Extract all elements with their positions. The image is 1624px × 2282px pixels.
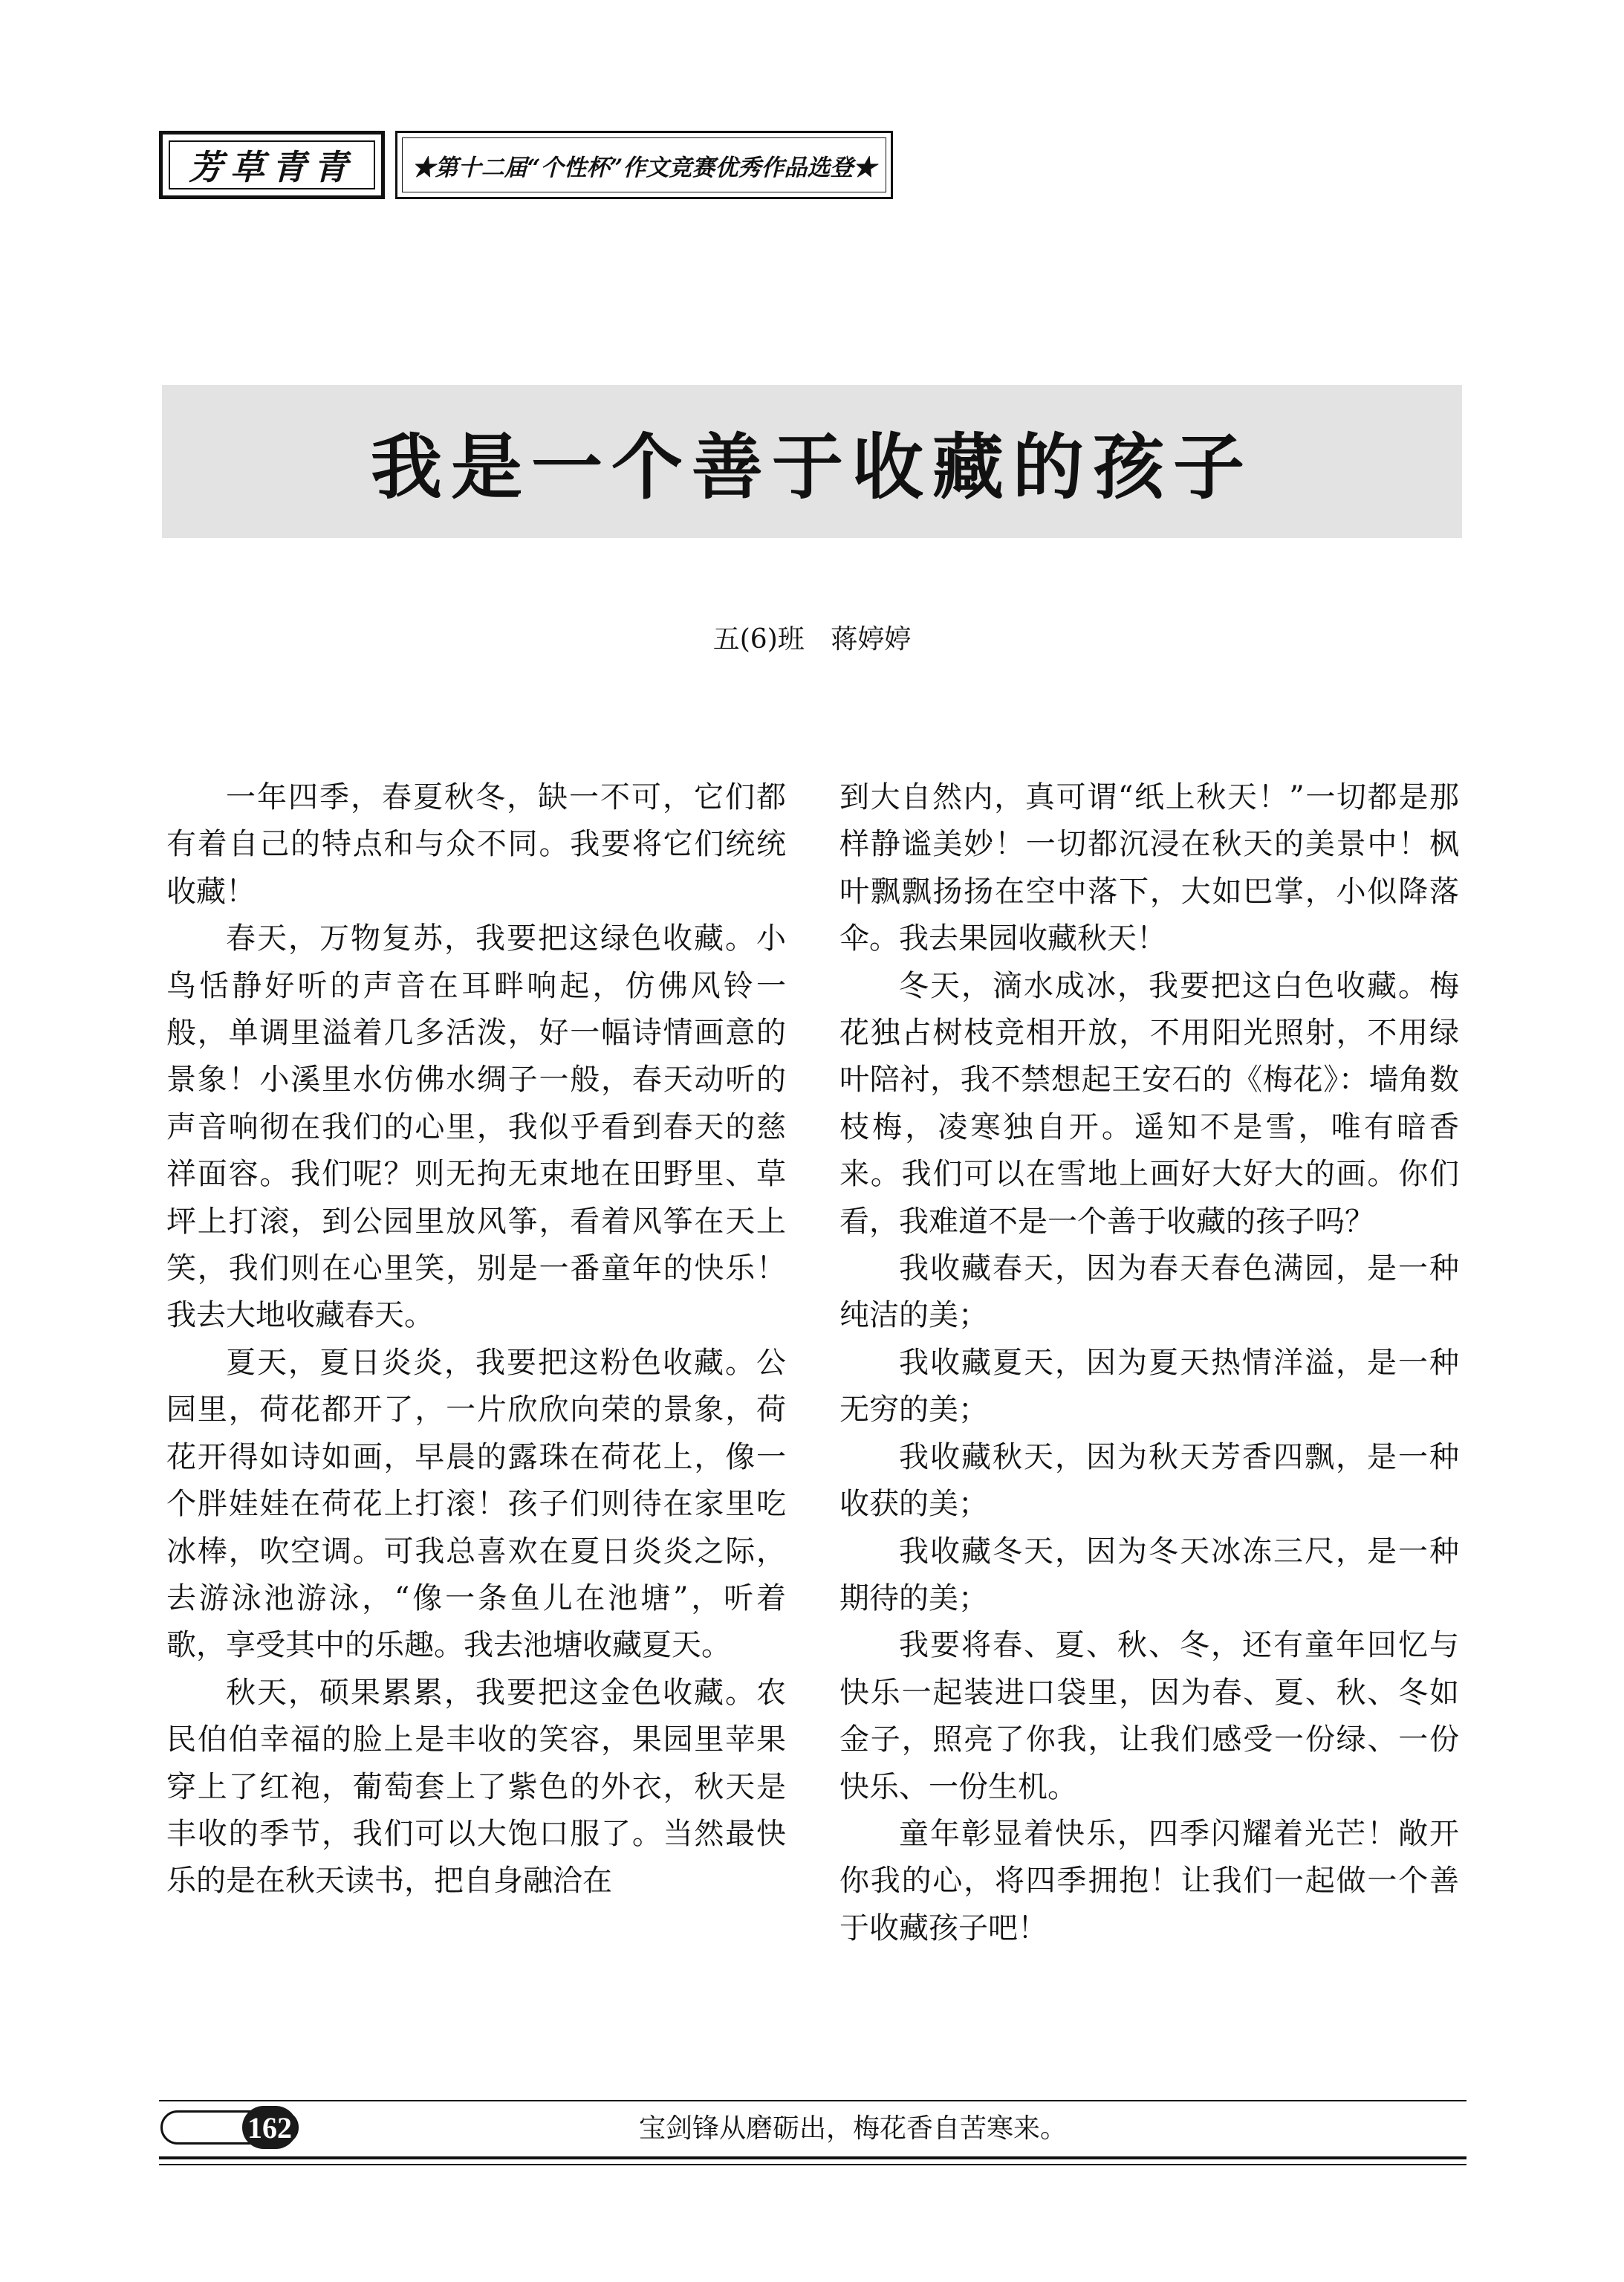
author-name: 蒋婷婷 — [831, 624, 912, 655]
paragraph: 冬天，滴水成冰，我要把这白色收藏。梅花独占树枝竞相开放，不用阳光照射，不用绿叶陪衬，我不禁想起王安石的《梅花》：墙角数枝梅，凌寒独自开。遥知不是雪，唯有暗香来。我们可以在雪地上画好大好大的画。你们看，我难道不是一个善于收藏的孩子吗？ — [839, 968, 1459, 1239]
left-column — [166, 774, 786, 1905]
paragraph: 我要将春、夏、秋、冬，还有童年回忆与快乐一起装进口袋里，因为春、夏、秋、冬如金子，照亮了你我，让我们感受一份绿、一份快乐、一份生机。 — [839, 1628, 1459, 1804]
paragraph: 我收藏冬天，因为冬天冰冻三尺，是一种期待的美； — [839, 1534, 1459, 1615]
title-band — [162, 385, 1462, 538]
series-banner — [395, 131, 893, 199]
footer-rule-bottom-thin — [159, 2164, 1467, 2165]
page-number: 162 — [242, 2106, 297, 2149]
column-name: 芳草青青 — [189, 147, 355, 187]
paragraph: 童年彰显着快乐，四季闪耀着光芒！敞开你我的心，将四季拥抱！让我们一起做一个善于收藏孩子吧！ — [839, 1816, 1459, 1945]
footer-rule-bottom — [159, 2156, 1467, 2159]
right-column — [839, 774, 1459, 1952]
paragraph: 我收藏秋天，因为秋天芳香四飘，是一种收获的美； — [839, 1439, 1459, 1522]
footer-rule-top — [159, 2100, 1467, 2101]
paragraph: 夏天，夏日炎炎，我要把这粉色收藏。公园里，荷花都开了，一片欣欣向荣的景象，荷花开得如诗如画，早晨的露珠在荷花上，像一个胖娃娃在荷花上打滚！孩子们则待在家里吃冰棒，吹空调。可我总喜欢在夏日炎炎之际，去游泳池游泳，“像一条鱼儿在池塘”，听着歌，享受其中的乐趣。我去池塘收藏夏天。 — [166, 1345, 786, 1663]
paragraph: 秋天，硕果累累，我要把这金色收藏。农民伯伯幸福的脸上是丰收的笑容，果园里苹果穿上了红袍，葡萄套上了紫色的外衣，秋天是丰收的季节，我们可以大饱口服了。当然最快乐的是在秋天读书，把自身融洽在 — [166, 1675, 786, 1899]
byline — [0, 618, 1624, 656]
column-name-box — [159, 131, 385, 199]
footer-motto: 宝剑锋从磨砺出，梅花香自苦寒来。 — [639, 2113, 1068, 2144]
article-title: 我是一个善于收藏的孩子 — [371, 424, 1253, 509]
paragraph: 一年四季，春夏秋冬，缺一不可，它们都有着自己的特点和与众不同。我要将它们统统收藏！ — [166, 780, 786, 909]
paragraph: 我收藏夏天，因为夏天热情洋溢，是一种无穷的美； — [839, 1345, 1459, 1427]
paragraph: 春天，万物复苏，我要把这绿色收藏。小鸟恬静好听的声音在耳畔响起，仿佛风铃一般，单调里溢着几多活泼，好一幅诗情画意的景象！小溪里水仿佛水绸子一般，春天动听的声音响彻在我们的心里，我似乎看到春天的慈祥面容。我们呢？则无拘无束地在田野里、草坪上打滚，到公园里放风筝，看着风筝在天上笑，我们则在心里笑，别是一番童年的快乐！我去大地收藏春天。 — [166, 921, 786, 1333]
paragraph-continuation: 到大自然内，真可谓“纸上秋天！”一切都是那样静谧美妙！一切都沉浸在秋天的美景中！枫叶飘飘扬扬在空中落下，大如巴掌，小似降落伞。我去果园收藏秋天！ — [839, 780, 1459, 956]
series-title: ★第十二届“个性杯”作文竞赛优秀作品选登★ — [412, 154, 877, 181]
paragraph: 我收藏春天，因为春天春色满园，是一种纯洁的美； — [839, 1251, 1459, 1333]
author-class: 五(6)班 — [712, 624, 805, 655]
